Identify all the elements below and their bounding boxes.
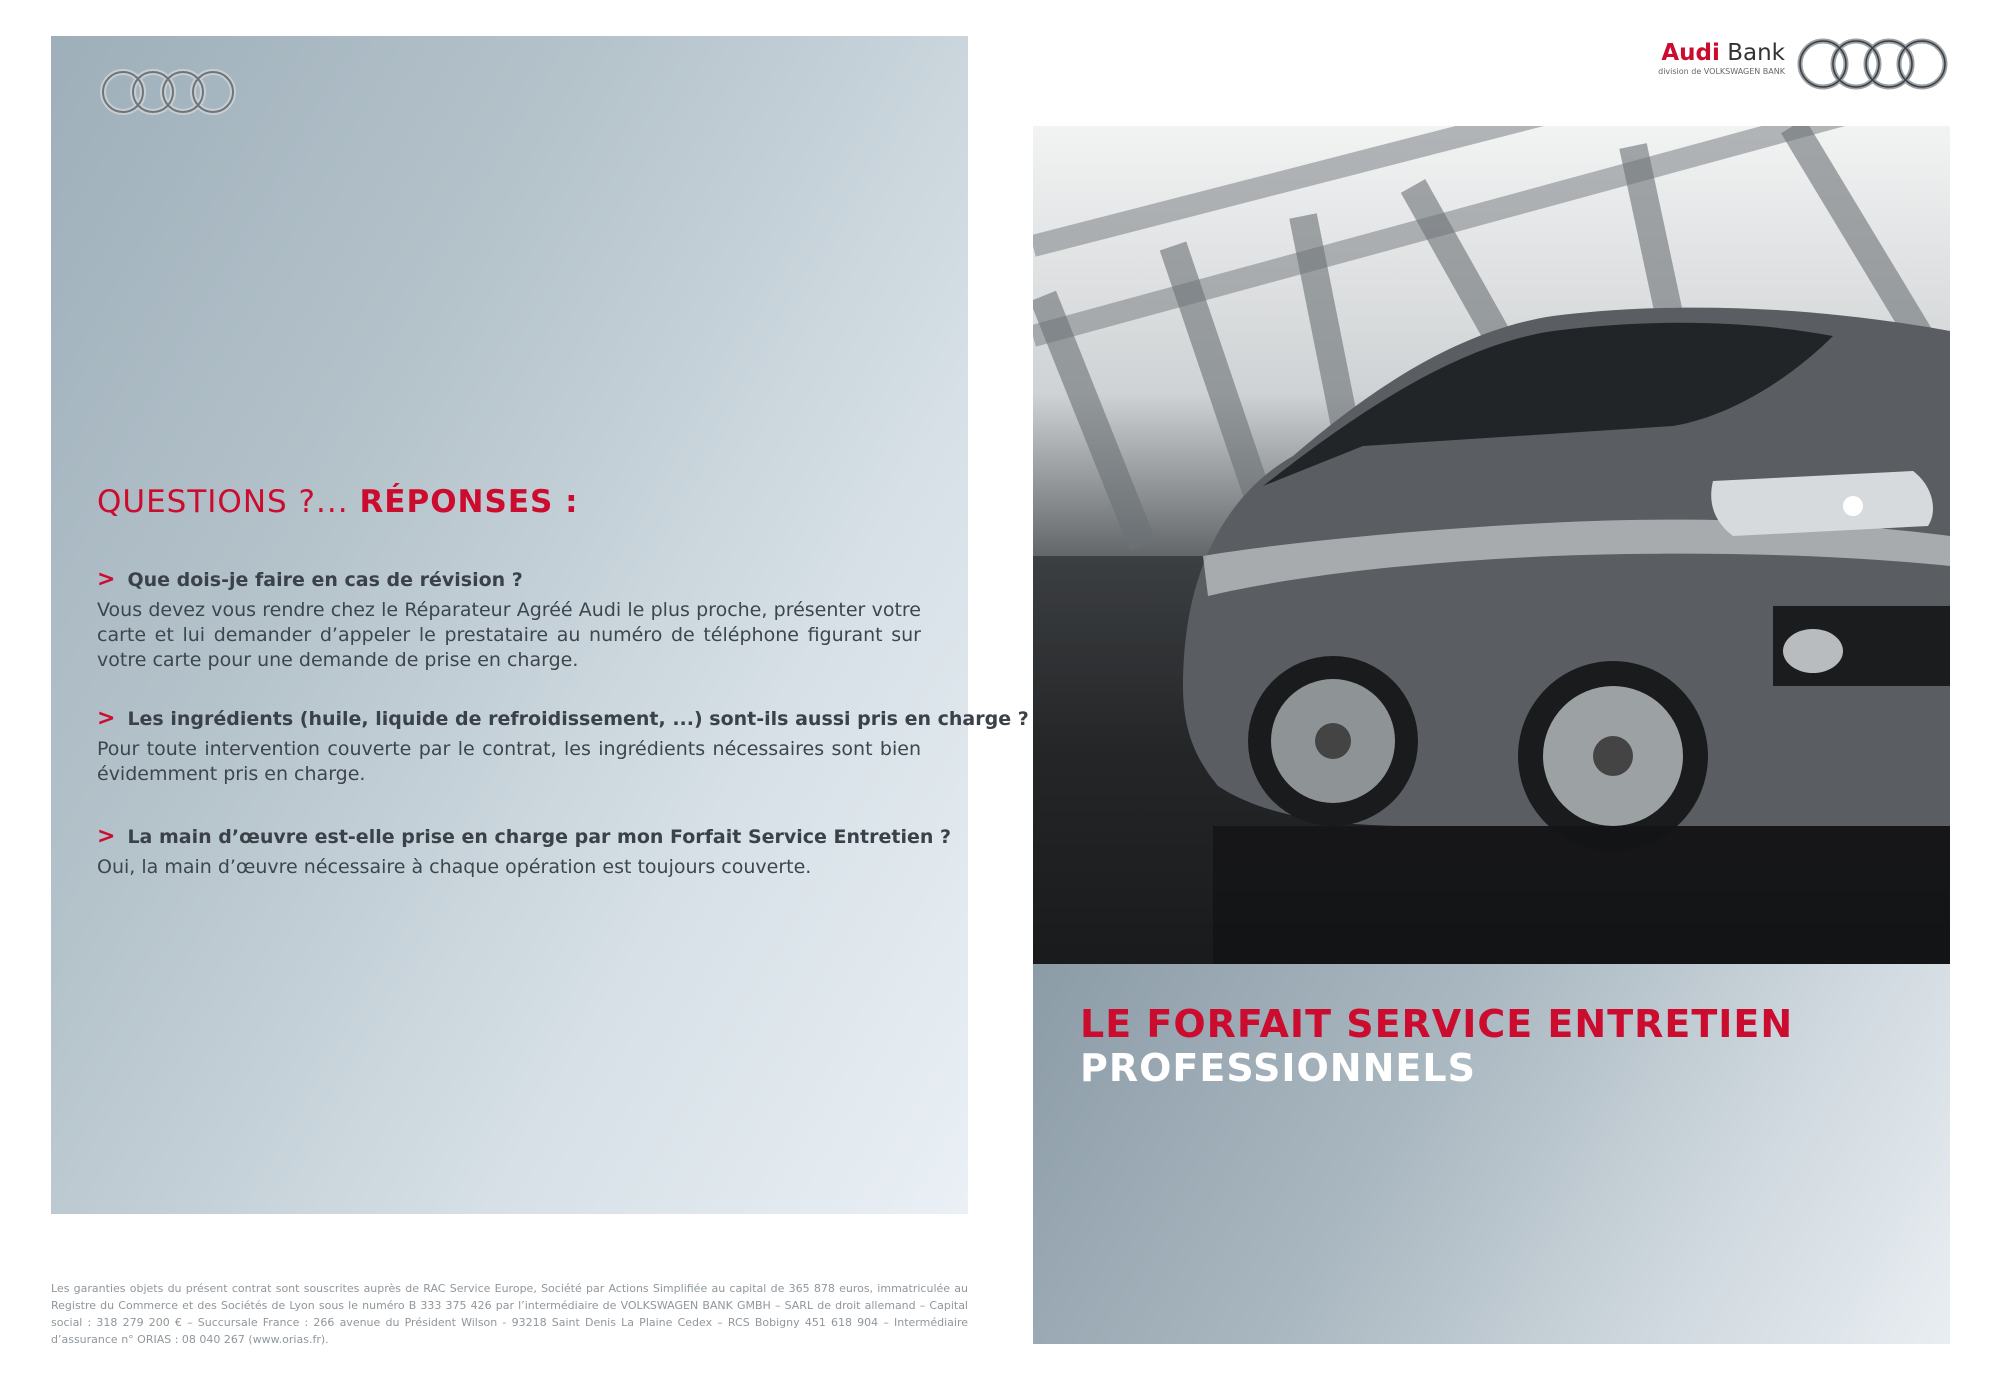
faq-answer: Vous devez vous rendre chez le Réparateur Agréé Audi le plus proche, présenter votre carte et lui demander d’appeler le prestataire au numéro de téléphone figurant sur votre carte pour une demande de prise en charge. — [97, 599, 921, 671]
faq-question-text: Que dois-je faire en cas de révision ? — [127, 569, 523, 591]
audi-bank-logo — [1630, 36, 1950, 92]
legal-notice: Les garanties objets du présent contrat sont souscrites auprès de RAC Service Europe, Société par Actions Simplifiée au capital de 365 878 euros, immatriculée au Registre du Commerce et des Sociétés de Lyon sous le numéro B 333 375 426 par l’intermédiaire de VOLKSWAGEN BANK GMBH – SARL de droit allemand – Capital social : 318 279 200 € – Succursale France : 266 avenue du Président Wilson - 93218 Saint Denis La Plaine Cedex – RCS Bobigny 451 618 904 – Intermédiaire d’assurance n° ORIAS : 08 040 267 (www.orias.fr). — [51, 1282, 968, 1346]
cover-title-panel — [1033, 964, 1950, 1344]
car-photo — [1033, 126, 1950, 964]
faq-question — [97, 824, 952, 849]
faq-item — [97, 706, 1029, 787]
chevron-right-icon: > — [97, 567, 116, 592]
audi-rings-logo — [97, 66, 239, 118]
car-illustration — [1033, 126, 1950, 964]
cover-title-line2: PROFESSIONNELS — [1080, 1046, 1476, 1090]
faq-question — [97, 706, 1029, 731]
brand-division: division de VOLKSWAGEN BANK — [1658, 67, 1785, 76]
faq-heading-bold: RÉPONSES : — [359, 484, 579, 520]
chevron-right-icon: > — [97, 824, 116, 849]
faq-answer: Pour toute intervention couverte par le contrat, les ingrédients nécessaires sont bien évidemment pris en charge. — [97, 738, 921, 785]
faq-question — [97, 567, 921, 592]
brand-bank: Bank — [1719, 40, 1785, 66]
faq-item — [97, 567, 921, 673]
chevron-right-icon: > — [97, 706, 116, 731]
audi-bank-wordmark — [1630, 40, 1785, 76]
faq-question-text: La main d’œuvre est-elle prise en charge par mon Forfait Service Entretien ? — [127, 826, 952, 848]
brand-audi: Audi — [1661, 40, 1720, 66]
faq-answer: Oui, la main d’œuvre nécessaire à chaque opération est toujours couverte. — [97, 856, 812, 878]
faq-panel — [51, 36, 1029, 1214]
faq-question-text: Les ingrédients (huile, liquide de refroidissement, ...) sont-ils aussi pris en charge ? — [127, 708, 1029, 730]
faq-heading — [97, 484, 579, 520]
audi-rings-logo — [1795, 36, 1950, 92]
faq-item — [97, 824, 952, 880]
cover-title-line1: LE FORFAIT SERVICE ENTRETIEN — [1080, 1002, 1794, 1046]
faq-heading-light: QUESTIONS ?... — [97, 484, 360, 520]
